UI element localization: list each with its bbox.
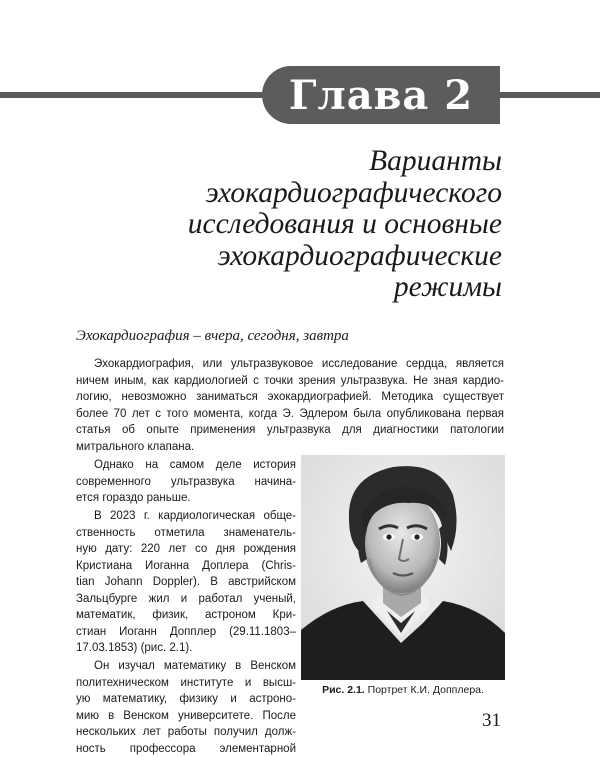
paragraph-doppler-anniversary [76,508,296,657]
text-line: Кристиана Иоганна Доплера (Chris- [76,558,296,575]
chapter-title [102,146,502,304]
text-line: Он изучал математику в Венском [76,658,296,675]
text-line: ность профессора элементарной [76,741,296,757]
figure-number: Рис. 2.1. [322,684,365,696]
text-line: Зальцбурге жил и работал ученый, [76,591,296,608]
text-line: tian Johann Doppler). В австрийском [76,574,296,591]
text-line: ственность отметила знаменатель- [76,525,296,542]
chapter-title-line: режимы [102,272,502,304]
text-line: математик, физик, астроном Кри- [76,607,296,624]
figure-caption-text: Портрет К.И. Допплера. [368,684,484,696]
page-number: 31 [482,710,501,732]
text-line: современного ультразвука начина- [76,474,296,491]
chapter-title-line: эхокардиографического [102,178,502,210]
text-line: статья об опыте применения ультразвука для диагностики патологии [76,422,504,439]
paragraph-intro [76,356,504,455]
text-line: логию, невозможно заниматься эхокардиографией. Методика существует [76,389,504,406]
text-line: ую математику, физику и астроно- [76,691,296,708]
text-line: 17.03.1853) (рис. 2.1). [76,640,296,657]
chapter-title-line: эхокардиографические [102,241,502,273]
text-line: стиан Иоганн Допплер (29.11.1803– [76,624,296,641]
text-line: мию в Венском университете. После [76,708,296,725]
chapter-label-box [262,66,500,124]
text-line: ничем иным, как кардиологией с точки зрения ультразвука. Не зная кардио- [76,373,504,390]
paragraph-history [76,457,296,507]
text-line: нескольких лет работы получил долж- [76,724,296,741]
chapter-title-line: исследования и основные [102,209,502,241]
figure-caption [301,684,505,696]
text-line: митрального клапана. [76,439,504,456]
text-line: Эхокардиография, или ультразвуковое исследование сердца, является [76,356,504,373]
section-heading: Эхокардиография – вчера, сегодня, завтра [76,328,349,345]
doppler-portrait-image [301,455,505,680]
portrait-illustration [301,455,505,680]
paragraph-education [76,658,296,757]
text-line: более 70 лет с того момента, когда Э. Эдлером была опубликована первая [76,406,504,423]
text-line: В 2023 г. кардиологическая обще- [76,508,296,525]
chapter-title-line: Варианты [102,146,502,178]
text-line: ную дату: 220 лет со дня рождения [76,541,296,558]
text-line: Однако на самом деле история [76,457,296,474]
chapter-label: Глава 2 [289,72,473,119]
text-line: политехническом институте и высш- [76,675,296,692]
text-line: ется гораздо раньше. [76,490,296,507]
